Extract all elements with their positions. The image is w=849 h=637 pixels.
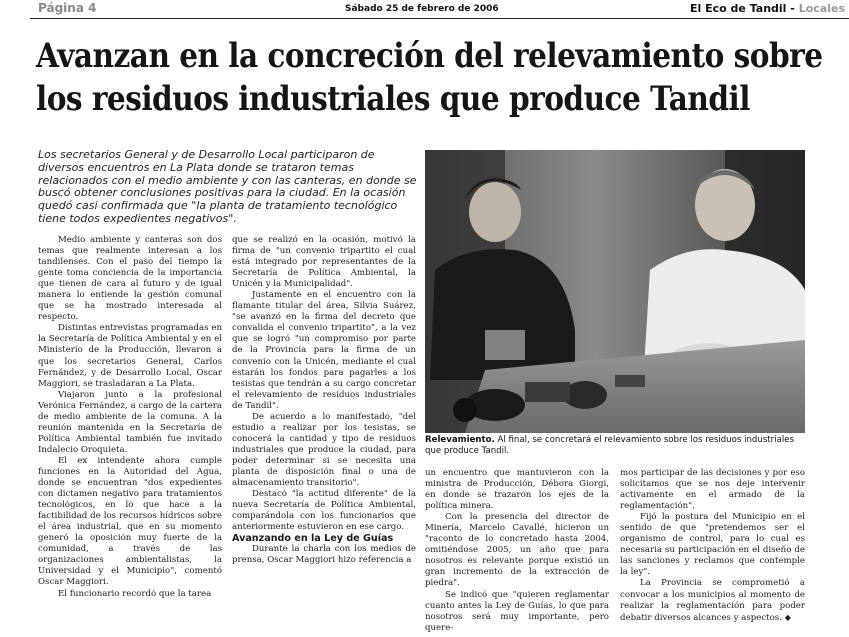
paragraph: El funcionario recordó que la tarea (58, 588, 212, 599)
page-header (0, 0, 849, 18)
article-photo (425, 150, 805, 433)
header-separator: - (786, 2, 799, 15)
section-subheading: Avanzando en la Ley de Guías (232, 533, 394, 545)
page-number: Página 4 (38, 1, 97, 15)
newspaper-name: El Eco de Tandil (690, 2, 787, 15)
photo-illustration (425, 150, 805, 433)
issue-date: Sábado 25 de febrero de 2006 (345, 4, 499, 14)
article-column-2 (232, 235, 416, 566)
paragraph (620, 578, 805, 623)
paragraph: Se indicó que "quieren reglamentar cuanto antes la Ley de Guías, lo que para nosotros será muy importante, pero quere- (425, 589, 609, 633)
masthead (690, 2, 845, 15)
paragraph: Distintas entrevistas programadas en la Secretaría de Política Ambiental y en el Ministerio de la Producción, llevaron a que los secretarios General, Carlos Fernández, y de Desarrollo Local, Oscar Maggiori, se trasladaran a La Plata. (38, 323, 222, 389)
caption-text: Al final, se concretará el relevamiento sobre los residuos industriales que produce Tandil. (425, 435, 795, 456)
paragraph: Viajaron junto a la profesional Verónica Fernández, a cargo de la cartera de medio ambiente de la comuna. A la reunión mantenida en la Secretaría de Política Ambiental también fue invitado Indalecio Oroquieta. (38, 389, 222, 455)
paragraph-text: La Provincia se comprometió a convocar a los municipios al momento de realizar la reglamentación para poder debatir diversos alcances y aspectos. (620, 578, 805, 623)
article-column-4 (620, 468, 805, 624)
section-name: Locales (798, 2, 845, 15)
article-column-3 (425, 468, 609, 634)
paragraph: que se realizó en la ocasión, motivó la firma de "un convenio tripartito el cual está integrado por representantes de la Secretaría de Política Ambiental, la Unicén y la Municipalidad". (232, 235, 416, 290)
caption-label: Relevamiento. (425, 435, 495, 445)
paragraph: Medio ambiente y canteras son dos temas que realmente interesan a los tandilenses. Con el paso del tiempo la gente toma conciencia de la importancia que tienen de cara al futuro y de igual manera lo entiende la gestión comunal que se ha mostrado interesada al respecto. (38, 235, 222, 323)
paragraph: Destacó "la actitud diferente" de la nueva Secretaría de Política Ambiental, comparándola con los funcionarios que anteriormente estuvieron en ese cargo. (232, 489, 416, 533)
article-headline: Avanzan en la concreción del relevamiento sobre los residuos industriales que produce Tandil (36, 36, 823, 119)
paragraph: Fijó la postura del Municipio en el sentido de que "pretendemos ser el organismo de control, para lo cual es necesaria su participación en el diseño de las sanciones y reclamos que contemple la ley". (620, 512, 805, 578)
paragraph: Durante la charla con los medios de prensa, Oscar Maggiori hizo referencia a (232, 544, 416, 566)
article-lead: Los secretarios General y de Desarrollo Local participaron de diversos encuentros en La Plata donde se trataron temas relacionados con el medio ambiente y con las canteras, en donde se buscó obtener conclusiones positivas para la ciudad. En la ocasión quedó casi confirmada que "la planta de tratamiento tecnológico tiene todos expedientes negativos". (38, 148, 417, 225)
end-mark-icon: ◆ (784, 612, 791, 622)
paragraph: mos participar de las decisiones y por eso solicitamos que se nos deje intervenir activamente en el armado de la reglamentación". (620, 468, 805, 512)
paragraph: Justamente en el encuentro con la flamante titular del área, Silvia Suárez, "se avanzó en la firma del decreto que convalida el convenio tripartito", a la vez que se logró "un compromiso por parte de la Provincia para la firma de un convenio con la Unicén, mediante el cual estarán los fondos para pagarles a los tesistas que tendrán a su cargo concretar el relevamiento de residuos industriales de Tandil". (232, 290, 416, 411)
photo-caption (425, 435, 807, 457)
paragraph: Con la presencia del director de Minería, Marcelo Cavallé, hicieron un "raconto de lo concretado hasta 2004, omitiéndose 2005, un año que para nosotros es relevante porque existió un gran incremento de la extracción de piedra". (425, 512, 609, 589)
paragraph: De acuerdo a lo manifestado, "del estudio a realizar por los tesistas, se conocerá la cantidad y tipo de residuos industriales que produce la ciudad, para poder determinar si se necesita una planta de disposición final o una de almacenamiento transitorio". (232, 411, 416, 489)
paragraph: un encuentro que mantuvieron con la ministra de Producción, Débora Giorgi, en donde se trazaron los ejes de la política minera. (425, 468, 609, 512)
article-column-1 (38, 235, 222, 600)
paragraph: El ex intendente ahora cumple funciones en la Autoridad del Agua, donde se encuentran "dos expedientes con dictamen negativo para tratamientos tecnológicos, en lo que hace a la factibilidad de los recursos hídricos sobre el área industrial, que en su momento generó la oposición muy fuerte de la comunidad, a través de las organizaciones ambientalistas, la Universidad y el Municipio", comentó Oscar Maggiori. (38, 455, 222, 588)
header-rule (30, 18, 849, 19)
